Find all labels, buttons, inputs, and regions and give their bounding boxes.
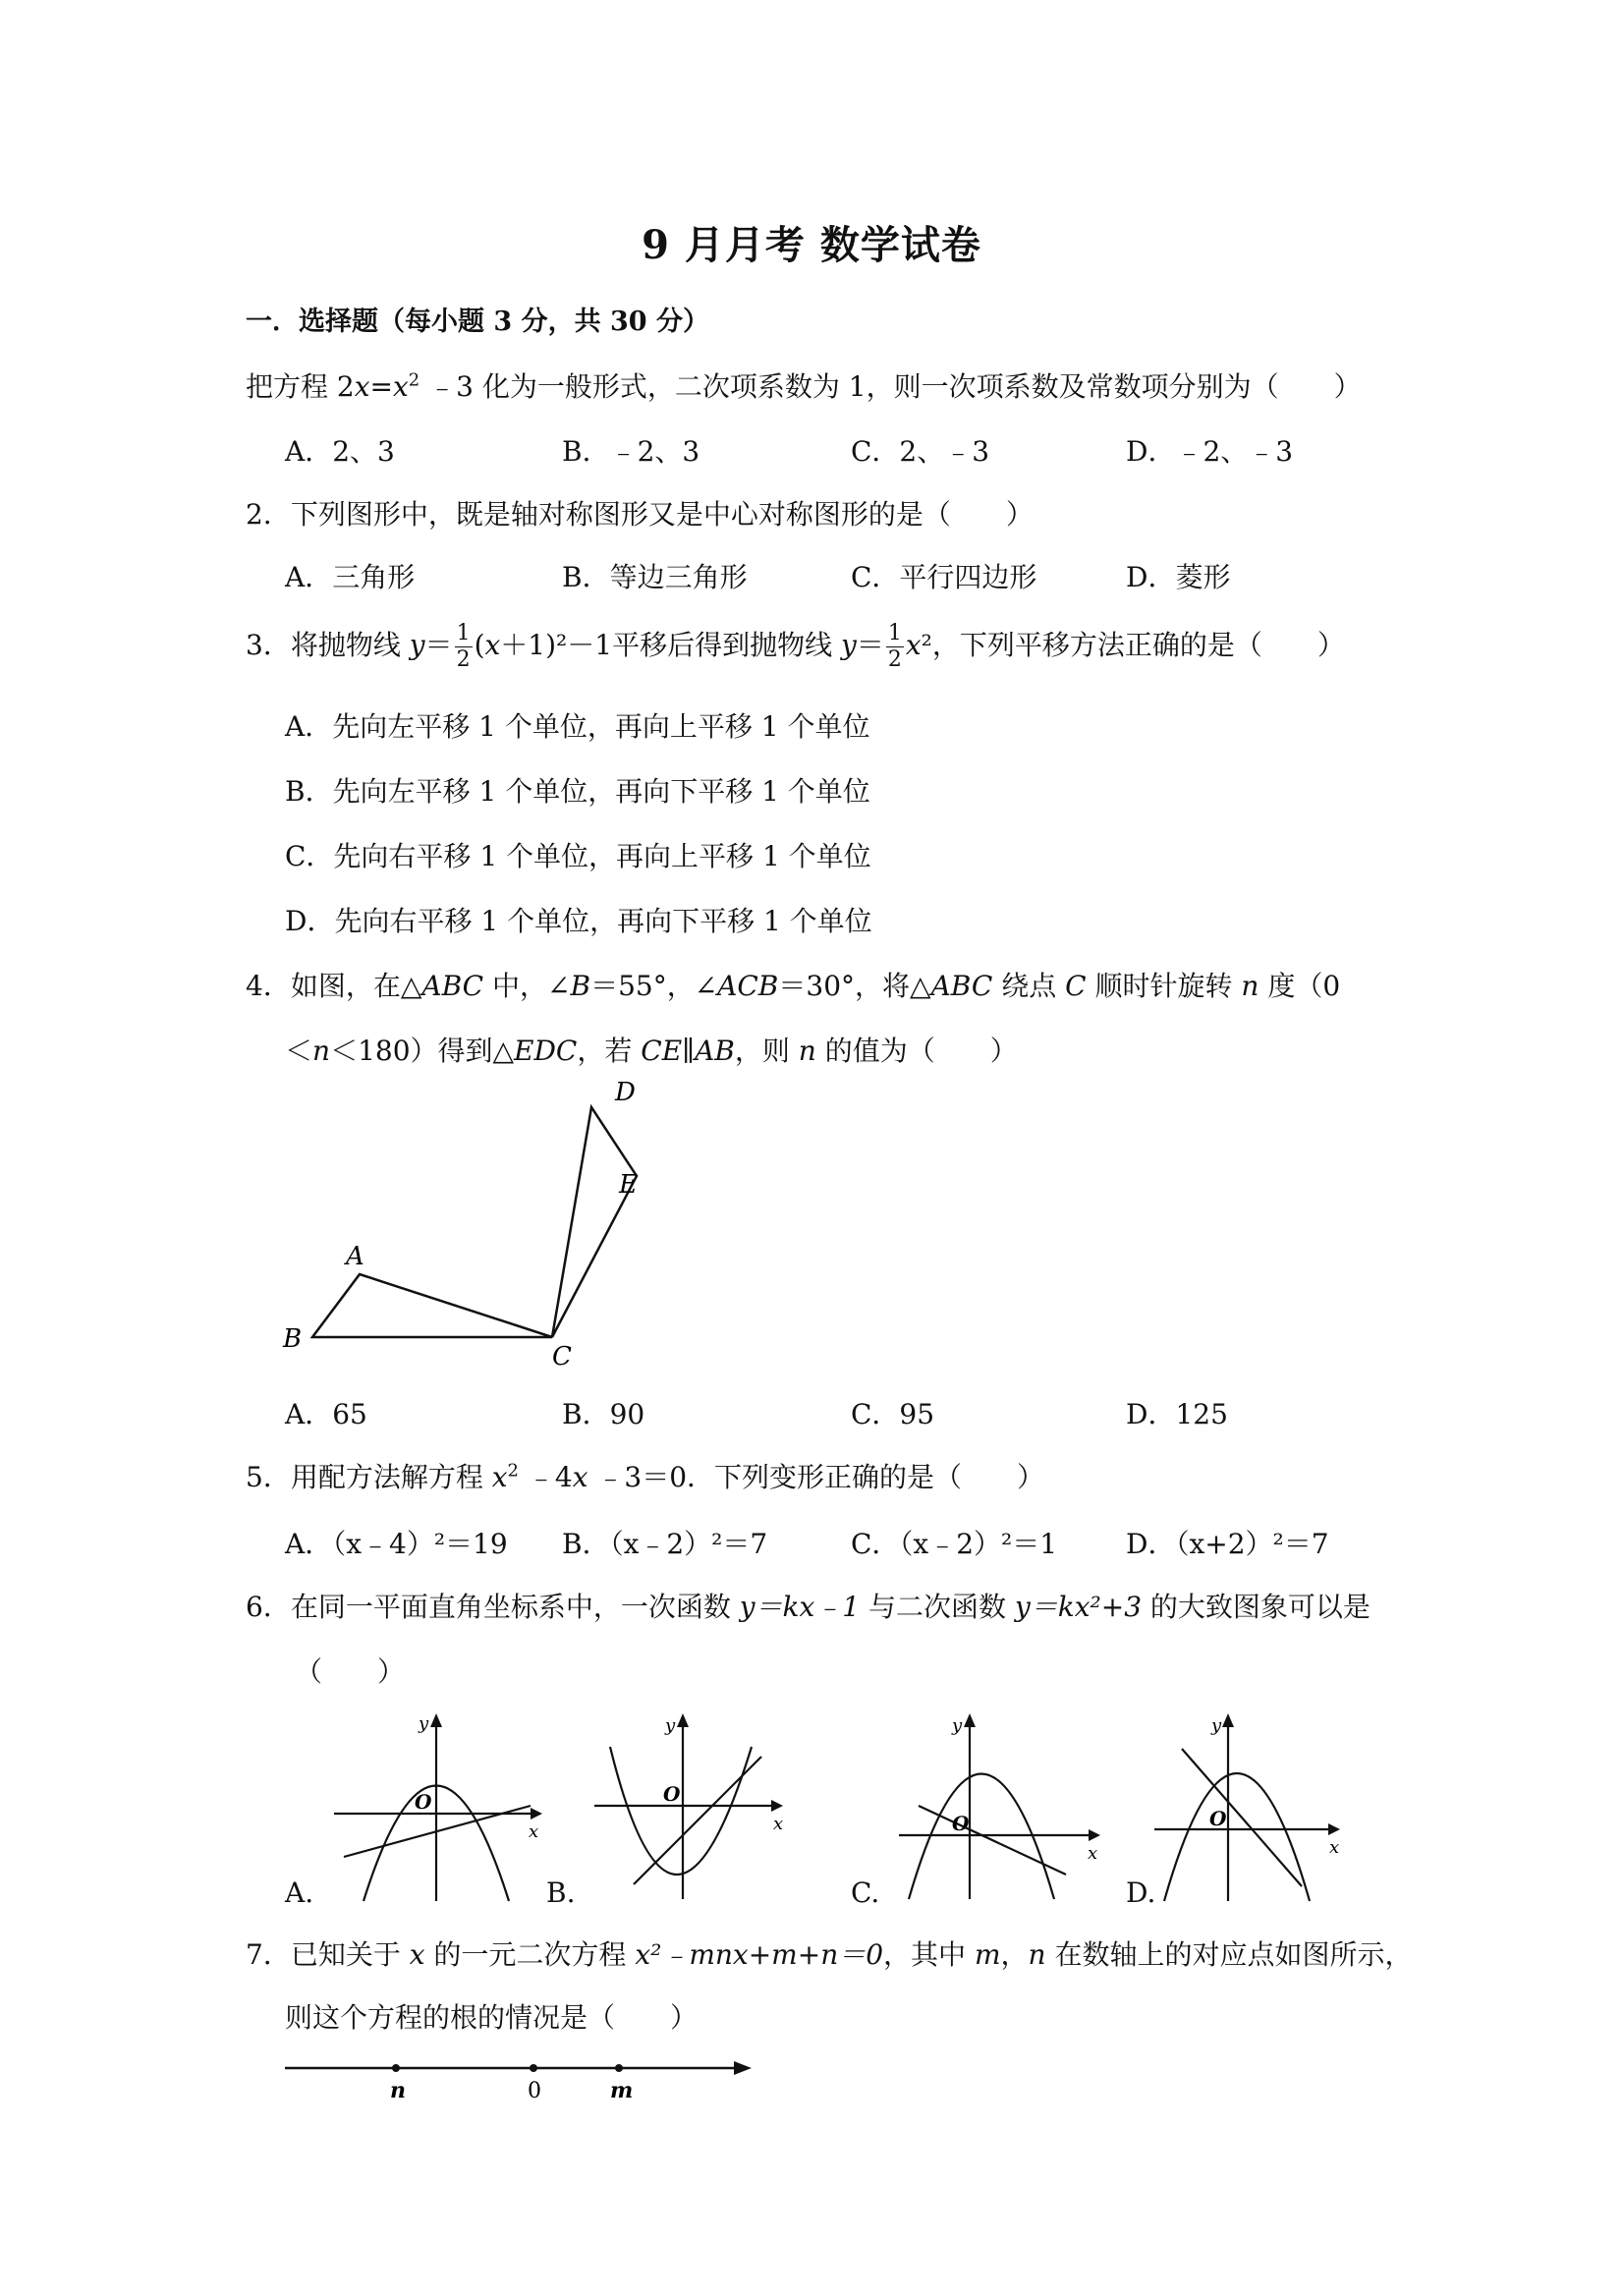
q3-option-d[interactable]: D．先向右平移 1 个单位，再向下平移 1 个单位 (285, 905, 872, 937)
y-arrow (430, 1713, 442, 1727)
q5-t1: 5．用配方法解方程 (246, 1461, 492, 1493)
q1-option-a[interactable]: A．2、3 (285, 435, 395, 468)
label-e: E (619, 1170, 638, 1200)
q4-ce: CE (641, 1035, 683, 1067)
x-label: x (1088, 1843, 1098, 1864)
q6-graph-a (334, 1709, 550, 1906)
y-arrow (677, 1713, 689, 1727)
label-m: m (610, 2078, 634, 2103)
page-title: 9 月月考 数学试卷 (642, 222, 981, 268)
question-6-line1 (246, 1586, 1371, 1625)
q3-eq2: ＝ (856, 629, 884, 661)
question-7-line2: 则这个方程的根的情况是（ ） (285, 2001, 699, 2034)
parabola (909, 1774, 1054, 1900)
q4-c: C (1065, 970, 1087, 1002)
question-2: 2．下列图形中，既是轴对称图形又是中心对称图形的是（ ） (246, 498, 1034, 531)
q2-option-a[interactable]: A．三角形 (285, 561, 416, 593)
q5-option-d[interactable]: D．（x+2）²＝7 (1126, 1528, 1329, 1560)
parabola (610, 1747, 752, 1875)
q5-t2: ﹣4 (518, 1461, 573, 1493)
q4-t3: ＝55°，∠ (590, 970, 718, 1002)
q6-t2: 与二次函数 (860, 1591, 1015, 1623)
q7-n: n (1028, 1938, 1046, 1971)
x-arrow (1089, 1829, 1100, 1841)
q7-t5: 在数轴上的对应点如图所示， (1045, 1938, 1413, 1971)
q4-acb: ACB (717, 970, 779, 1002)
label-c: C (552, 1342, 572, 1371)
number-line-arrow (734, 2061, 752, 2075)
y-label: y (1211, 1715, 1222, 1736)
q3-paren: ( (474, 629, 485, 661)
question-7-line1 (246, 1933, 1412, 1973)
q3-var-x1: x (484, 629, 501, 661)
q3-frac1-num: 1 (456, 621, 471, 645)
y-arrow (964, 1713, 976, 1727)
q7-number-line (280, 2048, 761, 2107)
q5-x: x (491, 1461, 508, 1493)
origin-label: O (415, 1790, 432, 1814)
triangle-abc (312, 1274, 552, 1337)
q4-t6: 顺时针旋转 (1086, 970, 1242, 1002)
q4-n2: n (312, 1035, 331, 1067)
q3-text-part4: ²，下列平移方法正确的是（ ） (921, 629, 1345, 661)
question-1 (246, 365, 1362, 405)
q3-var-y1: y (409, 629, 425, 661)
q6-option-b[interactable]: B. (546, 1876, 576, 1909)
q4-option-c[interactable]: C．95 (851, 1398, 935, 1430)
q7-t4: ， (1000, 1938, 1029, 1971)
y-label: y (665, 1715, 676, 1736)
q4-t5: 绕点 (992, 970, 1066, 1002)
q6-option-c[interactable]: C. (851, 1876, 880, 1909)
q1-option-c[interactable]: C．2、﹣3 (851, 435, 990, 468)
line (1182, 1749, 1302, 1886)
label-d: D (615, 1078, 636, 1107)
q7-t1: 7．已知关于 (246, 1938, 410, 1971)
q1-var-x: x (354, 370, 370, 403)
q1-option-b[interactable]: B．﹣2、3 (562, 435, 700, 468)
q1-eq: = (369, 370, 393, 403)
point-n (392, 2064, 400, 2072)
q1-var-x2: x (392, 370, 409, 403)
q2-option-d[interactable]: D．菱形 (1126, 561, 1231, 593)
q6-graph-c (899, 1708, 1115, 1904)
y-label: y (419, 1713, 429, 1734)
q4-t8: ＜ (285, 1035, 313, 1067)
q3-text-part1: 3．将抛物线 (246, 629, 410, 661)
q4-n3: n (798, 1035, 816, 1067)
q4-t10: ，若 (577, 1035, 642, 1067)
q5-exp: 2 (507, 1460, 519, 1482)
q4-t11: ∥ (682, 1035, 696, 1067)
triangle-edc (552, 1107, 637, 1337)
x-arrow (1328, 1823, 1340, 1835)
q7-t2: 的一元二次方程 (424, 1938, 636, 1971)
q1-exp: 2 (408, 369, 420, 391)
q4-t12: ，则 (734, 1035, 799, 1067)
q6-option-a[interactable]: A. (285, 1876, 314, 1909)
q4-t9: ＜180）得到△ (330, 1035, 515, 1067)
q5-option-c[interactable]: C．（x﹣2）²＝1 (851, 1528, 1058, 1560)
q4-option-a[interactable]: A．65 (285, 1398, 367, 1430)
q3-frac1-den: 2 (456, 647, 471, 672)
q7-t3: ，其中 (883, 1938, 975, 1971)
parabola (1164, 1773, 1310, 1901)
line (919, 1806, 1066, 1875)
q3-text-part3: ＋1)²－1平移后得到抛物线 (500, 629, 841, 661)
q3-var-x2: x (905, 629, 922, 661)
q6-t1: 6．在同一平面直角坐标系中，一次函数 (246, 1591, 740, 1623)
label-b: B (283, 1324, 303, 1354)
q3-fraction-1 (455, 621, 473, 673)
q1-option-d[interactable]: D．﹣2、﹣3 (1126, 435, 1294, 468)
q2-option-c[interactable]: C．平行四边形 (851, 561, 1037, 593)
q6-t3: 的大致图象可以是 (1142, 1591, 1371, 1623)
q3-eq1: ＝ (424, 629, 453, 661)
q5-t3: ﹣3＝0．下列变形正确的是（ ） (588, 1461, 1045, 1493)
q4-b: B (570, 970, 591, 1002)
q5-x2: x (572, 1461, 588, 1493)
label-a: A (346, 1242, 364, 1271)
q6-option-d[interactable]: D. (1126, 1876, 1156, 1909)
q6-graph-d (1154, 1709, 1351, 1906)
question-3 (246, 621, 1345, 673)
point-zero (530, 2064, 537, 2072)
q5-option-b[interactable]: B．（x﹣2）²＝7 (562, 1528, 768, 1560)
q6-f1: y＝kx﹣1 (739, 1591, 861, 1623)
x-label: x (773, 1814, 784, 1834)
section-heading: 一．选择题（每小题 3 分，共 30 分） (246, 307, 709, 337)
y-label: y (952, 1715, 963, 1736)
q4-abc2: ABC (930, 970, 993, 1002)
q4-t4: ＝30°，将△ (778, 970, 931, 1002)
q7-m: m (974, 1938, 1001, 1971)
q4-t1: 4．如图，在△ (246, 970, 422, 1002)
x-label: x (529, 1821, 539, 1842)
q3-frac2-den: 2 (887, 647, 902, 672)
question-5 (246, 1456, 1044, 1495)
y-arrow (1222, 1713, 1234, 1727)
q3-fraction-2 (886, 621, 904, 673)
label-zero: 0 (528, 2079, 541, 2103)
q1-text-part1: 把方程 2 (246, 370, 355, 403)
question-4-line2 (285, 1030, 1018, 1069)
origin-label: O (1209, 1807, 1227, 1830)
question-4-line1 (246, 965, 1340, 1004)
q3-option-b[interactable]: B．先向左平移 1 个单位，再向下平移 1 个单位 (285, 775, 870, 808)
q4-t2: 中，∠ (483, 970, 571, 1002)
label-n: n (390, 2078, 406, 2103)
q4-option-b[interactable]: B．90 (562, 1398, 645, 1430)
q7-x: x (409, 1938, 425, 1971)
q4-t7: 度（0 (1259, 970, 1341, 1002)
q2-option-b[interactable]: B．等边三角形 (562, 561, 748, 593)
q3-frac2-num: 1 (887, 621, 902, 645)
q6-graph-b (594, 1708, 791, 1904)
question-6-line2: （ ） (295, 1655, 406, 1688)
q6-f2: y＝kx²+3 (1014, 1591, 1143, 1623)
q4-n1: n (1241, 970, 1259, 1002)
q7-eqn: x²﹣mnx+m+n＝0 (635, 1938, 884, 1971)
q4-t13: 的值为（ ） (815, 1035, 1018, 1067)
x-arrow (531, 1808, 542, 1820)
q4-abc1: ABC (421, 970, 484, 1002)
origin-label: O (663, 1782, 681, 1806)
x-label: x (1329, 1837, 1340, 1858)
q4-option-d[interactable]: D．125 (1126, 1398, 1228, 1430)
origin-label: O (952, 1812, 970, 1835)
q1-text-part2: ﹣3 化为一般形式，二次项系数为 1，则一次项系数及常数项分别为（ ） (420, 370, 1362, 403)
point-m (615, 2064, 623, 2072)
q3-option-c[interactable]: C．先向右平移 1 个单位，再向上平移 1 个单位 (285, 840, 871, 872)
q4-triangle-figure (275, 1076, 727, 1371)
q3-option-a[interactable]: A．先向左平移 1 个单位，再向上平移 1 个单位 (285, 710, 870, 743)
q4-edc: EDC (514, 1035, 578, 1067)
q4-ab: AB (695, 1035, 735, 1067)
q5-option-a[interactable]: A．（x﹣4）²＝19 (285, 1528, 508, 1560)
q3-var-y2: y (840, 629, 857, 661)
x-arrow (771, 1800, 783, 1812)
